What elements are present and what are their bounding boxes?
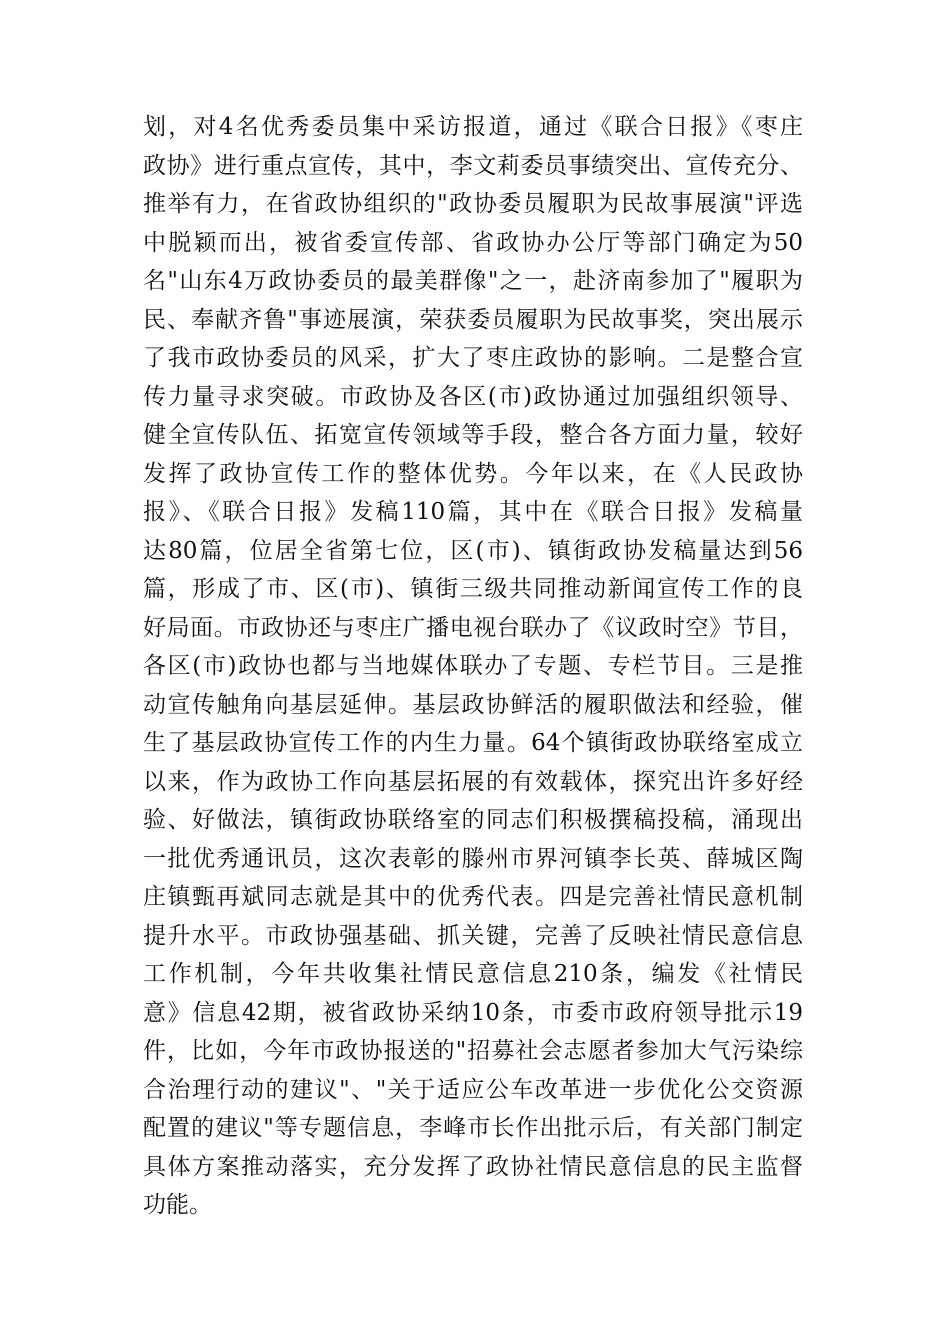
- text-line: 达80篇，位居全省第七位，区(市)、镇街政协发稿量达到56: [143, 537, 803, 564]
- text-line: 发挥了政协宣传工作的整体优势。今年以来，在《人民政协: [143, 460, 803, 487]
- text-line: 工作机制，今年共收集社情民意信息210条，编发《社情民: [143, 961, 803, 987]
- text-line: 提升水平。市政协强基础、抓关键，完善了反映社情民意信息: [143, 922, 803, 949]
- text-line: 传力量寻求突破。市政协及各区(市)政协通过加强组织领导、: [143, 383, 803, 410]
- text-line: 中脱颖而出，被省委宣传部、省政协办公厅等部门确定为50: [143, 229, 803, 256]
- text-line: 篇，形成了市、区(市)、镇街三级共同推动新闻宣传工作的良: [143, 576, 803, 602]
- text-line: 划，对4名优秀委员集中采访报道，通过《联合日报》《枣庄: [143, 114, 803, 140]
- text-line: 以来，作为政协工作向基层拓展的有效载体，探究出许多好经: [143, 768, 803, 795]
- text-line: 具体方案推动落实，充分发挥了政协社情民意信息的民主监督: [143, 1153, 803, 1180]
- text-line: 好局面。市政协还与枣庄广播电视台联办了《议政时空》节目，: [143, 614, 803, 641]
- body-text: [143, 108, 803, 1225]
- text-line: 件，比如，今年市政协报送的"招募社会志愿者参加大气污染综: [143, 1038, 803, 1064]
- text-line: 功能。: [143, 1192, 212, 1218]
- text-line: 名"山东4万政协委员的最美群像"之一，赴济南参加了"履职为: [143, 268, 803, 294]
- text-line: 政协》进行重点宣传，其中，李文莉委员事绩突出、宣传充分、: [143, 152, 803, 179]
- text-line: 各区(市)政协也都与当地媒体联办了专题、专栏节目。三是推: [143, 653, 803, 679]
- text-line: 推举有力，在省政协组织的"政协委员履职为民故事展演"评选: [143, 191, 803, 217]
- text-line: 配置的建议"等专题信息，李峰市长作出批示后，有关部门制定: [143, 1115, 803, 1141]
- text-line: 验、好做法，镇街政协联络室的同志们积极撰稿投稿，涌现出: [143, 807, 803, 833]
- text-line: 了我市政协委员的风采，扩大了枣庄政协的影响。二是整合宣: [143, 345, 803, 371]
- text-line: 报》、《联合日报》发稿110篇，其中在《联合日报》发稿量: [143, 499, 803, 525]
- text-line: 一批优秀通讯员，这次表彰的滕州市界河镇李长英、薛城区陶: [143, 845, 803, 872]
- text-line: 合治理行动的建议"、"关于适应公车改革进一步优化公交资源: [143, 1076, 803, 1103]
- text-line: 民、奉献齐鲁"事迹展演，荣获委员履职为民故事奖，突出展示: [143, 306, 803, 333]
- text-line: 意》信息42期，被省政协采纳10条，市委市政府领导批示19: [143, 999, 803, 1026]
- text-line: 庄镇甄再斌同志就是其中的优秀代表。四是完善社情民意机制: [143, 884, 803, 910]
- text-line: 生了基层政协宣传工作的内生力量。64个镇街政协联络室成立: [143, 730, 803, 756]
- text-line: 动宣传触角向基层延伸。基层政协鲜活的履职做法和经验，催: [143, 691, 803, 718]
- text-line: 健全宣传队伍、拓宽宣传领域等手段，整合各方面力量，较好: [143, 422, 803, 448]
